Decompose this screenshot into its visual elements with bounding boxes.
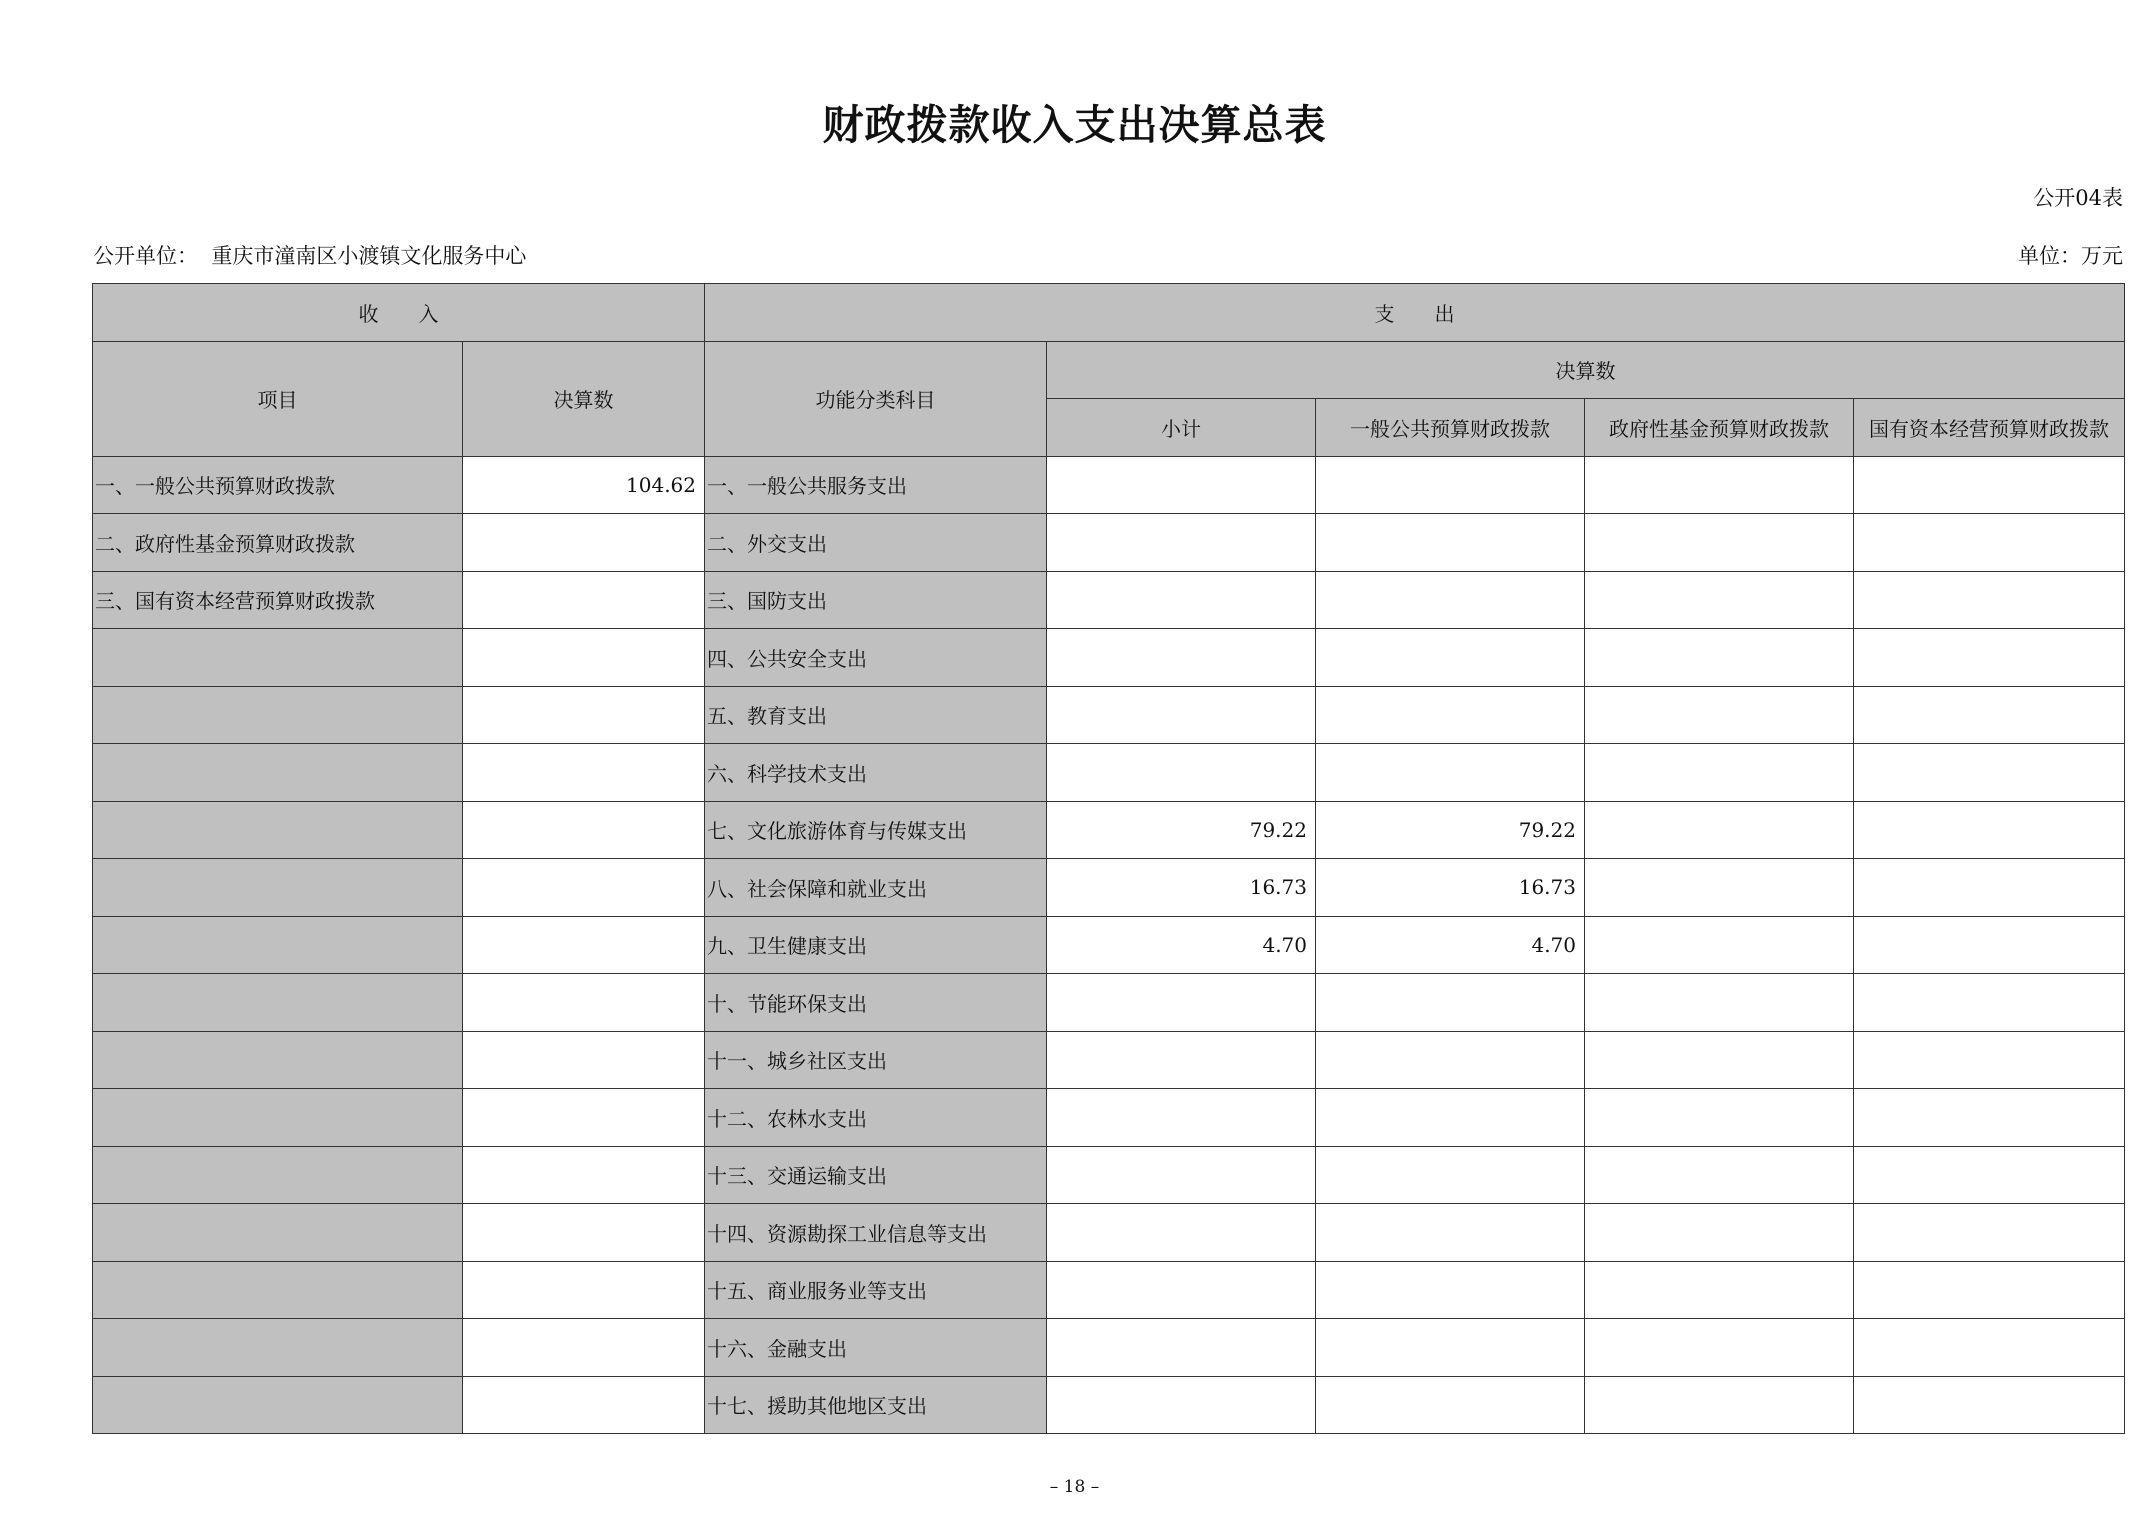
table-row [93,974,2125,1032]
expense-item-cell: 十六、金融支出 [705,1319,1047,1377]
income-amount-cell [463,801,705,859]
income-item-cell: 二、政府性基金预算财政拨款 [93,514,463,572]
income-item-cell [93,1319,463,1377]
state-capital-cell [1854,744,2125,802]
expense-item-cell: 三、国防支出 [705,571,1047,629]
header-final-amount: 决算数 [463,341,705,456]
header-state-capital: 国有资本经营预算财政拨款 [1854,399,2125,457]
general-budget-cell [1316,1031,1585,1089]
income-amount-cell [463,1146,705,1204]
expense-item-cell: 七、文化旅游体育与传媒支出 [705,801,1047,859]
table-row [93,514,2125,572]
gov-fund-cell [1585,514,1854,572]
general-budget-cell: 16.73 [1316,859,1585,917]
general-budget-cell [1316,686,1585,744]
state-capital-cell [1854,1089,2125,1147]
table-row [93,1261,2125,1319]
gov-fund-cell [1585,686,1854,744]
gov-fund-cell [1585,1376,1854,1434]
table-row [93,1146,2125,1204]
header-income: 收 入 [93,284,705,342]
table-row [93,801,2125,859]
gov-fund-cell [1585,629,1854,687]
money-unit: 单位：万元 [2018,244,2123,268]
income-item-cell: 一、一般公共预算财政拨款 [93,456,463,514]
gov-fund-cell [1585,1204,1854,1262]
expense-item-cell: 十七、援助其他地区支出 [705,1376,1047,1434]
gov-fund-cell [1585,1319,1854,1377]
income-item-cell: 三、国有资本经营预算财政拨款 [93,571,463,629]
subtotal-cell [1047,1204,1316,1262]
state-capital-cell [1854,514,2125,572]
subtotal-cell [1047,1089,1316,1147]
expense-item-cell: 十、节能环保支出 [705,974,1047,1032]
state-capital-cell [1854,859,2125,917]
page-number: – 18 – [1049,1477,1100,1497]
gov-fund-cell [1585,571,1854,629]
general-budget-cell: 79.22 [1316,801,1585,859]
general-budget-cell [1316,514,1585,572]
income-amount-cell [463,514,705,572]
table-row [93,1089,2125,1147]
general-budget-cell [1316,1319,1585,1377]
subtotal-cell: 79.22 [1047,801,1316,859]
table-row [93,456,2125,514]
general-budget-cell [1316,744,1585,802]
income-item-cell [93,916,463,974]
state-capital-cell [1854,1146,2125,1204]
general-budget-cell [1316,571,1585,629]
income-amount-cell [463,1319,705,1377]
income-item-cell [93,629,463,687]
general-budget-cell [1316,1204,1585,1262]
gov-fund-cell [1585,744,1854,802]
subtotal-cell [1047,456,1316,514]
income-amount-cell [463,629,705,687]
income-amount-cell [463,686,705,744]
table-row [93,1376,2125,1434]
subtotal-cell [1047,571,1316,629]
header-subtotal: 小计 [1047,399,1316,457]
state-capital-cell [1854,629,2125,687]
expense-item-cell: 四、公共安全支出 [705,629,1047,687]
state-capital-cell [1854,1204,2125,1262]
income-amount-cell [463,974,705,1032]
gov-fund-cell [1585,801,1854,859]
general-budget-cell [1316,1146,1585,1204]
page-title: 财政拨款收入支出决算总表 [822,101,1327,149]
income-amount-cell [463,859,705,917]
income-item-cell [93,859,463,917]
general-budget-cell [1316,1376,1585,1434]
expense-item-cell: 十四、资源勘探工业信息等支出 [705,1204,1047,1262]
gov-fund-cell [1585,1146,1854,1204]
expense-item-cell: 九、卫生健康支出 [705,916,1047,974]
gov-fund-cell [1585,456,1854,514]
header-gov-fund: 政府性基金预算财政拨款 [1585,399,1854,457]
income-item-cell [93,801,463,859]
income-amount-cell [463,744,705,802]
income-amount-cell: 104.62 [463,456,705,514]
table-row [93,1204,2125,1262]
budget-table [92,283,2125,1434]
state-capital-cell [1854,571,2125,629]
expense-item-cell: 十二、农林水支出 [705,1089,1047,1147]
income-item-cell [93,1261,463,1319]
subtotal-cell: 16.73 [1047,859,1316,917]
gov-fund-cell [1585,859,1854,917]
subtotal-cell [1047,1261,1316,1319]
subtotal-cell [1047,1319,1316,1377]
state-capital-cell [1854,686,2125,744]
income-amount-cell [463,1376,705,1434]
subtotal-cell: 4.70 [1047,916,1316,974]
income-amount-cell [463,1204,705,1262]
table-row [93,629,2125,687]
gov-fund-cell [1585,1089,1854,1147]
subtotal-cell [1047,686,1316,744]
general-budget-cell [1316,1261,1585,1319]
table-row [93,744,2125,802]
gov-fund-cell [1585,916,1854,974]
subtotal-cell [1047,514,1316,572]
form-number: 公开04表 [2033,186,2123,210]
expense-item-cell: 一、一般公共服务支出 [705,456,1047,514]
subtotal-cell [1047,629,1316,687]
header-function-subject: 功能分类科目 [705,341,1047,456]
expense-item-cell: 十五、商业服务业等支出 [705,1261,1047,1319]
income-item-cell [93,1089,463,1147]
header-expense: 支 出 [705,284,2125,342]
state-capital-cell [1854,974,2125,1032]
expense-item-cell: 六、科学技术支出 [705,744,1047,802]
gov-fund-cell [1585,974,1854,1032]
income-amount-cell [463,571,705,629]
table-row [93,1031,2125,1089]
state-capital-cell [1854,456,2125,514]
expense-item-cell: 十一、城乡社区支出 [705,1031,1047,1089]
income-amount-cell [463,1031,705,1089]
income-item-cell [93,686,463,744]
general-budget-cell [1316,974,1585,1032]
header-general-budget: 一般公共预算财政拨款 [1316,399,1585,457]
income-item-cell [93,744,463,802]
table-row [93,686,2125,744]
table-row [93,859,2125,917]
state-capital-cell [1854,1376,2125,1434]
header-row-1 [93,284,2125,342]
unit-label: 公开单位： [93,244,198,268]
general-budget-cell [1316,629,1585,687]
state-capital-cell [1854,1319,2125,1377]
expense-item-cell: 二、外交支出 [705,514,1047,572]
header-row-2 [93,341,2125,399]
expense-item-cell: 五、教育支出 [705,686,1047,744]
subtotal-cell [1047,744,1316,802]
subtotal-cell [1047,1031,1316,1089]
header-final-amount-group: 决算数 [1047,341,2125,399]
income-item-cell [93,1376,463,1434]
income-item-cell [93,1146,463,1204]
income-amount-cell [463,916,705,974]
income-item-cell [93,1031,463,1089]
state-capital-cell [1854,1261,2125,1319]
state-capital-cell [1854,1031,2125,1089]
table-row [93,571,2125,629]
general-budget-cell: 4.70 [1316,916,1585,974]
expense-item-cell: 八、社会保障和就业支出 [705,859,1047,917]
state-capital-cell [1854,801,2125,859]
gov-fund-cell [1585,1261,1854,1319]
subtotal-cell [1047,1376,1316,1434]
general-budget-cell [1316,456,1585,514]
table-row [93,1319,2125,1377]
table-row [93,916,2125,974]
reporting-unit [93,240,526,270]
state-capital-cell [1854,916,2125,974]
subtotal-cell [1047,974,1316,1032]
general-budget-cell [1316,1089,1585,1147]
income-item-cell [93,974,463,1032]
income-amount-cell [463,1089,705,1147]
header-item: 项目 [93,341,463,456]
expense-item-cell: 十三、交通运输支出 [705,1146,1047,1204]
income-amount-cell [463,1261,705,1319]
gov-fund-cell [1585,1031,1854,1089]
unit-name: 重庆市潼南区小渡镇文化服务中心 [211,244,527,268]
subtotal-cell [1047,1146,1316,1204]
income-item-cell [93,1204,463,1262]
